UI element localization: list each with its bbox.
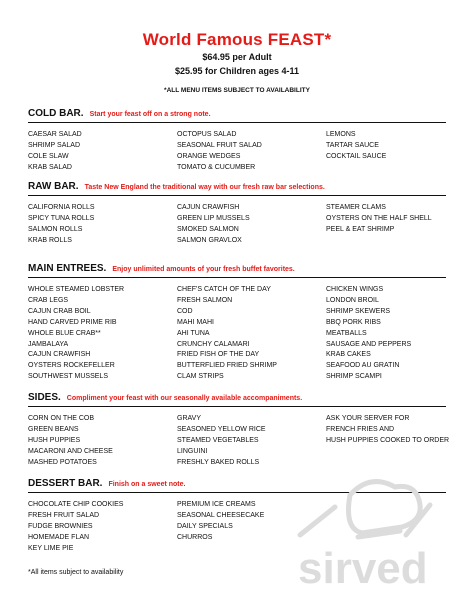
menu-section: [28, 108, 446, 171]
menu-column: [28, 285, 124, 383]
menu-item: COCKTAIL SAUCE: [326, 152, 387, 160]
section-tagline: Taste New England the traditional way with our fresh raw bar selections.: [84, 184, 325, 191]
menu-item: JAMBALAYA: [28, 340, 69, 348]
menu-item: CRAB LEGS: [28, 296, 69, 304]
menu-item: CAJUN CRAB BOIL: [28, 307, 91, 315]
section-tagline: Enjoy unlimited amounts of your fresh buffet favorites.: [112, 266, 295, 273]
menu-item: OCTOPUS SALAD: [177, 131, 237, 138]
menu-item: SEASONAL CHEESECAKE: [177, 511, 265, 519]
menu-item: OYSTERS ON THE HALF SHELL: [326, 214, 432, 222]
menu-item: MEATBALLS: [326, 329, 367, 337]
section-title: RAW BAR.: [28, 181, 79, 192]
menu-item: CAESAR SALAD: [28, 131, 82, 138]
menu-column: [326, 203, 432, 236]
menu-item: CORN ON THE COB: [28, 415, 94, 422]
menu-item: DAILY SPECIALS: [177, 522, 233, 530]
adult-price: $64.95 per Adult: [202, 52, 272, 62]
menu-item: STEAMED VEGETABLES: [177, 436, 259, 444]
menu-column: [28, 203, 95, 247]
menu-item: COLE SLAW: [28, 152, 69, 160]
menu-column: [326, 130, 386, 163]
children-price: $25.95 for Children ages 4-11: [174, 66, 300, 76]
menu-item: CHOCOLATE CHIP COOKIES: [28, 501, 124, 508]
menu-item: WHOLE BLUE CRAB**: [28, 329, 101, 337]
menu-item: CHICKEN WINGS: [326, 286, 384, 293]
menu-item: AHI TUNA: [177, 329, 210, 337]
menu-item: BUTTERFLIED FRIED SHRIMP: [177, 362, 277, 370]
section-header: [28, 181, 446, 196]
menu-item: MACARONI AND CHEESE: [28, 447, 113, 455]
menu-item: MAHI MAHI: [177, 318, 214, 326]
menu-column: [177, 285, 277, 383]
menu-column: [177, 130, 262, 174]
availability-notice: *ALL MENU ITEMS SUBJECT TO AVAILABILITY: [164, 87, 310, 94]
menu-item: HOMEMADE FLAN: [28, 533, 90, 541]
menu-item: KRAB ROLLS: [28, 236, 72, 244]
menu-item: GREEN BEANS: [28, 425, 79, 433]
menu-item: SHRIMP SKEWERS: [326, 307, 391, 315]
menu-item: CHEF'S CATCH OF THE DAY: [177, 286, 271, 293]
watermark-text: sirved: [298, 544, 428, 593]
menu-item: TOMATO & CUCUMBER: [177, 163, 256, 171]
section-header: [28, 478, 446, 493]
menu-item: LEMONS: [326, 131, 356, 138]
menu-item: WHOLE STEAMED LOBSTER: [28, 286, 125, 293]
menu-item: SPICY TUNA ROLLS: [28, 214, 95, 222]
menu-column: [326, 285, 411, 383]
menu-item: CRUNCHY CALAMARI: [177, 340, 250, 348]
menu-item: CHURROS: [177, 533, 213, 541]
menu-item: TARTAR SAUCE: [326, 141, 379, 149]
menu-column: [28, 130, 82, 174]
menu-item: SEASONAL FRUIT SALAD: [177, 141, 262, 149]
menu-section: [28, 181, 446, 244]
menu-item: SAUSAGE AND PEPPERS: [326, 340, 412, 348]
menu-item: FRESH SALMON: [177, 296, 233, 304]
menu-item: SEAFOOD AU GRATIN: [326, 362, 400, 370]
menu-item: FRIED FISH OF THE DAY: [177, 351, 260, 359]
menu-item: SMOKED SALMON: [177, 225, 239, 233]
menu-item: CALIFORNIA ROLLS: [28, 204, 95, 211]
menu-column: [326, 414, 449, 447]
menu-item: FRESHLY BAKED ROLLS: [177, 458, 260, 466]
menu-item: ORANGE WEDGES: [177, 152, 241, 160]
menu-item: FRESH FRUIT SALAD: [28, 511, 100, 519]
menu-column: [177, 414, 266, 469]
menu-item: HAND CARVED PRIME RIB: [28, 318, 117, 326]
menu-column: [177, 203, 250, 247]
menu-section: [28, 478, 446, 552]
menu-item: ASK YOUR SERVER FOR: [326, 415, 410, 422]
menu-item: SOUTHWEST MUSSELS: [28, 373, 108, 381]
section-title: DESSERT BAR.: [28, 478, 103, 489]
section-title: MAIN ENTREES.: [28, 263, 107, 274]
menu-item: LINGUINI: [177, 447, 208, 455]
menu-item: SEASONED YELLOW RICE: [177, 425, 266, 433]
menu-item: KRAB SALAD: [28, 163, 72, 171]
menu-item: SHRIMP SALAD: [28, 141, 80, 149]
menu-item: SALMON GRAVLOX: [177, 236, 242, 244]
menu-item: KEY LIME PIE: [28, 544, 74, 552]
menu-title: World Famous FEAST*: [142, 30, 332, 49]
menu-section: [28, 263, 446, 381]
menu-column: [177, 500, 264, 544]
menu-item: FRENCH FRIES AND: [326, 425, 395, 433]
menu-item: FUDGE BROWNIES: [28, 522, 93, 530]
footer-note: *All items subject to availability: [28, 569, 124, 576]
section-header: [28, 263, 446, 278]
menu-item: SHRIMP SCAMPI: [326, 373, 382, 381]
menu-item: STEAMER CLAMS: [326, 204, 386, 211]
menu-section: [28, 392, 450, 466]
menu-item: LONDON BROIL: [326, 296, 379, 304]
menu-item: MASHED POTATOES: [28, 458, 97, 466]
section-title: COLD BAR.: [28, 108, 84, 119]
section-header: [28, 392, 446, 407]
section-title: SIDES.: [28, 392, 61, 403]
menu-column: [28, 414, 113, 469]
menu-item: COD: [177, 307, 193, 315]
section-tagline: Finish on a sweet note.: [108, 481, 186, 488]
menu-item: HUSH PUPPIES COOKED TO ORDER: [326, 436, 450, 444]
menu-item: CAJUN CRAWFISH: [177, 204, 240, 211]
section-tagline: Start your feast off on a strong note.: [89, 111, 211, 118]
menu-item: BBQ PORK RIBS: [326, 318, 381, 326]
menu-item: PEEL & EAT SHRIMP: [326, 225, 395, 233]
menu-item: PREMIUM ICE CREAMS: [177, 501, 256, 508]
menu-item: GRAVY: [177, 415, 201, 422]
menu-item: HUSH PUPPIES: [28, 436, 81, 444]
menu-item: CLAM STRIPS: [177, 373, 224, 381]
menu-item: CAJUN CRAWFISH: [28, 351, 91, 359]
menu-item: GREEN LIP MUSSELS: [177, 214, 250, 222]
section-header: [28, 108, 446, 123]
menu-item: OYSTERS ROCKEFELLER: [28, 362, 115, 370]
section-tagline: Compliment your feast with our seasonally available accompaniments.: [66, 395, 303, 402]
menu-column: [28, 500, 123, 555]
menu-item: SALMON ROLLS: [28, 225, 83, 233]
menu-item: KRAB CAKES: [326, 351, 371, 359]
